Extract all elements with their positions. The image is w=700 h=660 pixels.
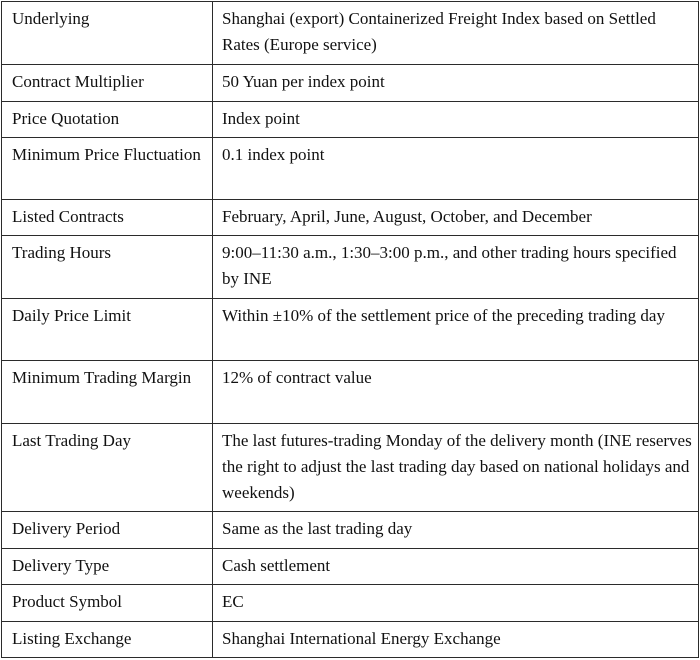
row-label-delivery-type: Delivery Type xyxy=(2,549,213,585)
row-value-product-symbol: EC xyxy=(213,585,699,622)
row-value-minimum-price-fluctuation: 0.1 index point xyxy=(213,138,699,200)
row-label-trading-hours: Trading Hours xyxy=(2,236,213,299)
contract-specifications-table xyxy=(1,1,699,658)
table-row xyxy=(2,65,699,102)
row-label-minimum-trading-margin: Minimum Trading Margin xyxy=(2,361,213,424)
row-value-underlying: Shanghai (export) Containerized Freight Index based on Settled Rates (Europe service) xyxy=(213,2,699,65)
table-row xyxy=(2,102,699,138)
table-row xyxy=(2,424,699,512)
table-row xyxy=(2,200,699,236)
row-label-last-trading-day: Last Trading Day xyxy=(2,424,213,512)
table-row xyxy=(2,549,699,585)
row-value-daily-price-limit: Within ±10% of the settlement price of the preceding trading day xyxy=(213,299,699,361)
row-label-underlying: Underlying xyxy=(2,2,213,65)
row-label-daily-price-limit: Daily Price Limit xyxy=(2,299,213,361)
row-value-listing-exchange: Shanghai International Energy Exchange xyxy=(213,622,699,658)
row-label-product-symbol: Product Symbol xyxy=(2,585,213,622)
row-value-delivery-type: Cash settlement xyxy=(213,549,699,585)
table-row xyxy=(2,138,699,200)
table-row xyxy=(2,299,699,361)
table-row xyxy=(2,585,699,622)
row-value-listed-contracts: February, April, June, August, October, and December xyxy=(213,200,699,236)
row-label-contract-multiplier: Contract Multiplier xyxy=(2,65,213,102)
row-value-delivery-period: Same as the last trading day xyxy=(213,512,699,549)
row-label-listed-contracts: Listed Contracts xyxy=(2,200,213,236)
row-label-minimum-price-fluctuation: Minimum Price Fluctuation xyxy=(2,138,213,200)
row-label-listing-exchange: Listing Exchange xyxy=(2,622,213,658)
table-row xyxy=(2,512,699,549)
table-row xyxy=(2,236,699,299)
row-value-trading-hours: 9:00–11:30 a.m., 1:30–3:00 p.m., and other trading hours specified by INE xyxy=(213,236,699,299)
row-label-price-quotation: Price Quotation xyxy=(2,102,213,138)
row-value-minimum-trading-margin: 12% of contract value xyxy=(213,361,699,424)
table-row xyxy=(2,361,699,424)
table-row xyxy=(2,2,699,65)
table-row xyxy=(2,622,699,658)
row-value-contract-multiplier: 50 Yuan per index point xyxy=(213,65,699,102)
row-value-price-quotation: Index point xyxy=(213,102,699,138)
row-label-delivery-period: Delivery Period xyxy=(2,512,213,549)
row-value-last-trading-day: The last futures-trading Monday of the delivery month (INE reserves the right to adjust the last trading day based on national holidays and weekends) xyxy=(213,424,699,512)
